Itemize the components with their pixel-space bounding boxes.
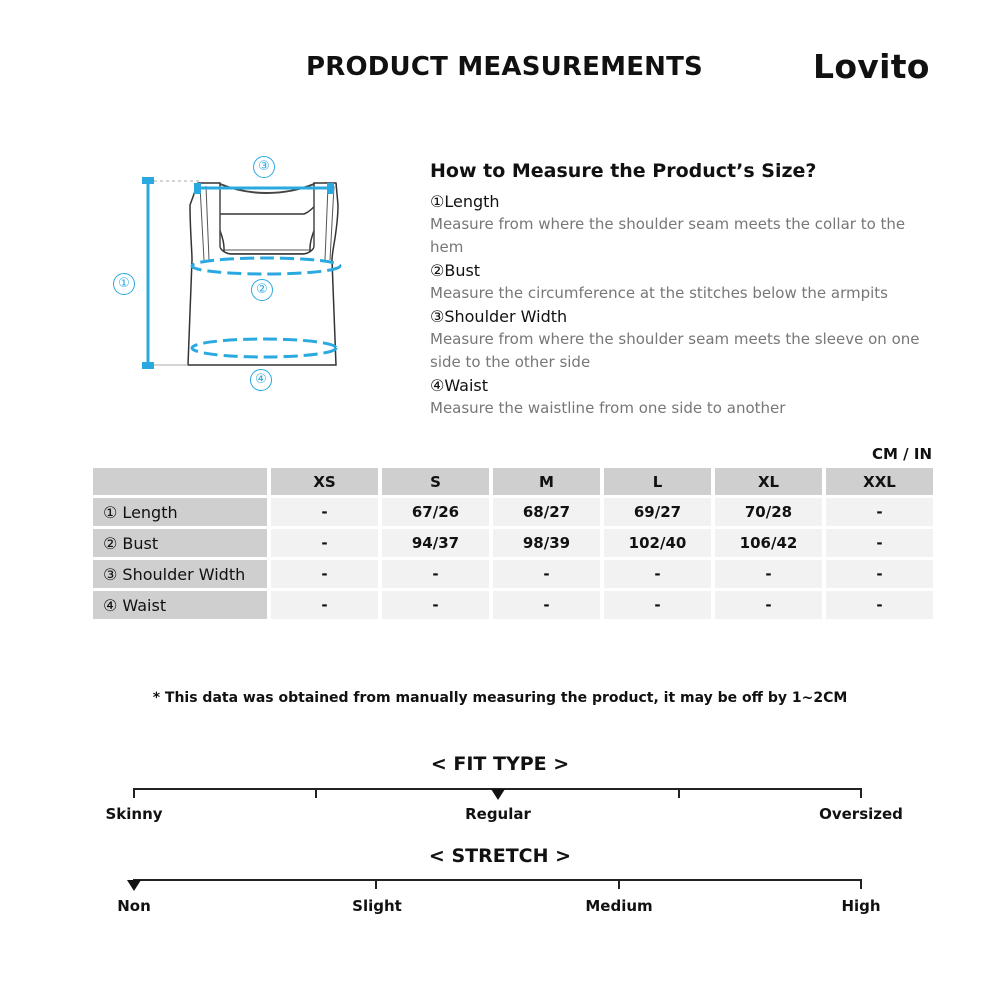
- table-cell: -: [826, 591, 933, 619]
- size-header: L: [604, 468, 711, 495]
- row-label: ④ Waist: [93, 591, 267, 619]
- table-cell: 102/40: [604, 529, 711, 557]
- table-cell: -: [382, 591, 489, 619]
- table-cell: -: [271, 498, 378, 526]
- size-header: M: [493, 468, 600, 495]
- stretch-title: < STRETCH >: [428, 845, 572, 867]
- measure-item-desc: Measure the waistline from one side to another: [430, 399, 786, 417]
- measure-item-name: ②Bust: [430, 261, 481, 280]
- stretch-label-slight: Slight: [352, 897, 402, 915]
- table-cell: -: [493, 560, 600, 588]
- stretch-tick: [375, 879, 377, 889]
- table-cell: 67/26: [382, 498, 489, 526]
- size-header: XXL: [826, 468, 933, 495]
- stretch-tick: [860, 879, 862, 889]
- table-cell: 106/42: [715, 529, 822, 557]
- table-cell: -: [271, 591, 378, 619]
- stretch-label-medium: Medium: [585, 897, 653, 915]
- size-header: XS: [271, 468, 378, 495]
- measure-item-name: ③Shoulder Width: [430, 307, 568, 326]
- measure-item-desc: Measure from where the shoulder seam meets the collar to the hem: [430, 215, 906, 256]
- stretch-label-high: High: [841, 897, 881, 915]
- measure-item-shoulder: [430, 305, 950, 374]
- measure-item-length: [430, 190, 950, 259]
- size-header: S: [382, 468, 489, 495]
- table-corner: [93, 468, 267, 495]
- size-table: [89, 465, 937, 622]
- stretch-marker-icon: [127, 880, 141, 891]
- garment-diagram: [100, 150, 360, 400]
- table-row: [93, 529, 933, 557]
- fit-label-oversized: Oversized: [819, 805, 903, 823]
- table-cell: 68/27: [493, 498, 600, 526]
- measure-item-name: ④Waist: [430, 376, 488, 395]
- table-cell: -: [826, 529, 933, 557]
- marker-waist: ④: [250, 369, 272, 391]
- page-title: PRODUCT MEASUREMENTS: [306, 52, 703, 82]
- table-cell: 94/37: [382, 529, 489, 557]
- table-cell: 98/39: [493, 529, 600, 557]
- table-cell: -: [604, 560, 711, 588]
- table-cell: -: [271, 560, 378, 588]
- brand-logo: Lovito: [813, 47, 930, 86]
- tank-top-illustration: [100, 150, 360, 400]
- measure-item-waist: [430, 374, 950, 420]
- fit-type-tick: [678, 788, 680, 798]
- marker-length: ①: [113, 273, 135, 295]
- fit-type-title: < FIT TYPE >: [430, 753, 570, 775]
- table-cell: -: [715, 560, 822, 588]
- table-header-row: [93, 468, 933, 495]
- table-cell: -: [382, 560, 489, 588]
- fit-type-tick: [133, 788, 135, 798]
- unit-label: CM / IN: [872, 445, 932, 463]
- table-cell: 70/28: [715, 498, 822, 526]
- marker-shoulder: ③: [253, 156, 275, 178]
- fit-label-skinny: Skinny: [105, 805, 163, 823]
- row-label: ③ Shoulder Width: [93, 560, 267, 588]
- marker-bust: ②: [251, 279, 273, 301]
- fit-label-regular: Regular: [465, 805, 531, 823]
- table-row: [93, 560, 933, 588]
- table-cell: -: [604, 591, 711, 619]
- fit-type-tick: [315, 788, 317, 798]
- how-to-title: How to Measure the Product’s Size?: [430, 160, 817, 182]
- table-row: [93, 498, 933, 526]
- table-cell: -: [715, 591, 822, 619]
- table-cell: -: [271, 529, 378, 557]
- table-cell: -: [826, 560, 933, 588]
- stretch-label-non: Non: [117, 897, 151, 915]
- table-cell: -: [826, 498, 933, 526]
- stretch-scale-line: [133, 879, 862, 881]
- measure-item-desc: Measure from where the shoulder seam meets the sleeve on one side to the other side: [430, 330, 920, 371]
- size-header: XL: [715, 468, 822, 495]
- how-to-measure: [430, 160, 950, 420]
- measure-item-desc: Measure the circumference at the stitches below the armpits: [430, 284, 888, 302]
- table-cell: 69/27: [604, 498, 711, 526]
- measure-item-name: ①Length: [430, 192, 500, 211]
- measurement-note: * This data was obtained from manually measuring the product, it may be off by 1~2CM: [152, 690, 848, 706]
- stretch-tick: [618, 879, 620, 889]
- fit-type-tick: [860, 788, 862, 798]
- measure-item-bust: [430, 259, 950, 305]
- table-row: [93, 591, 933, 619]
- row-label: ② Bust: [93, 529, 267, 557]
- table-cell: -: [493, 591, 600, 619]
- fit-type-marker-icon: [491, 789, 505, 800]
- row-label: ① Length: [93, 498, 267, 526]
